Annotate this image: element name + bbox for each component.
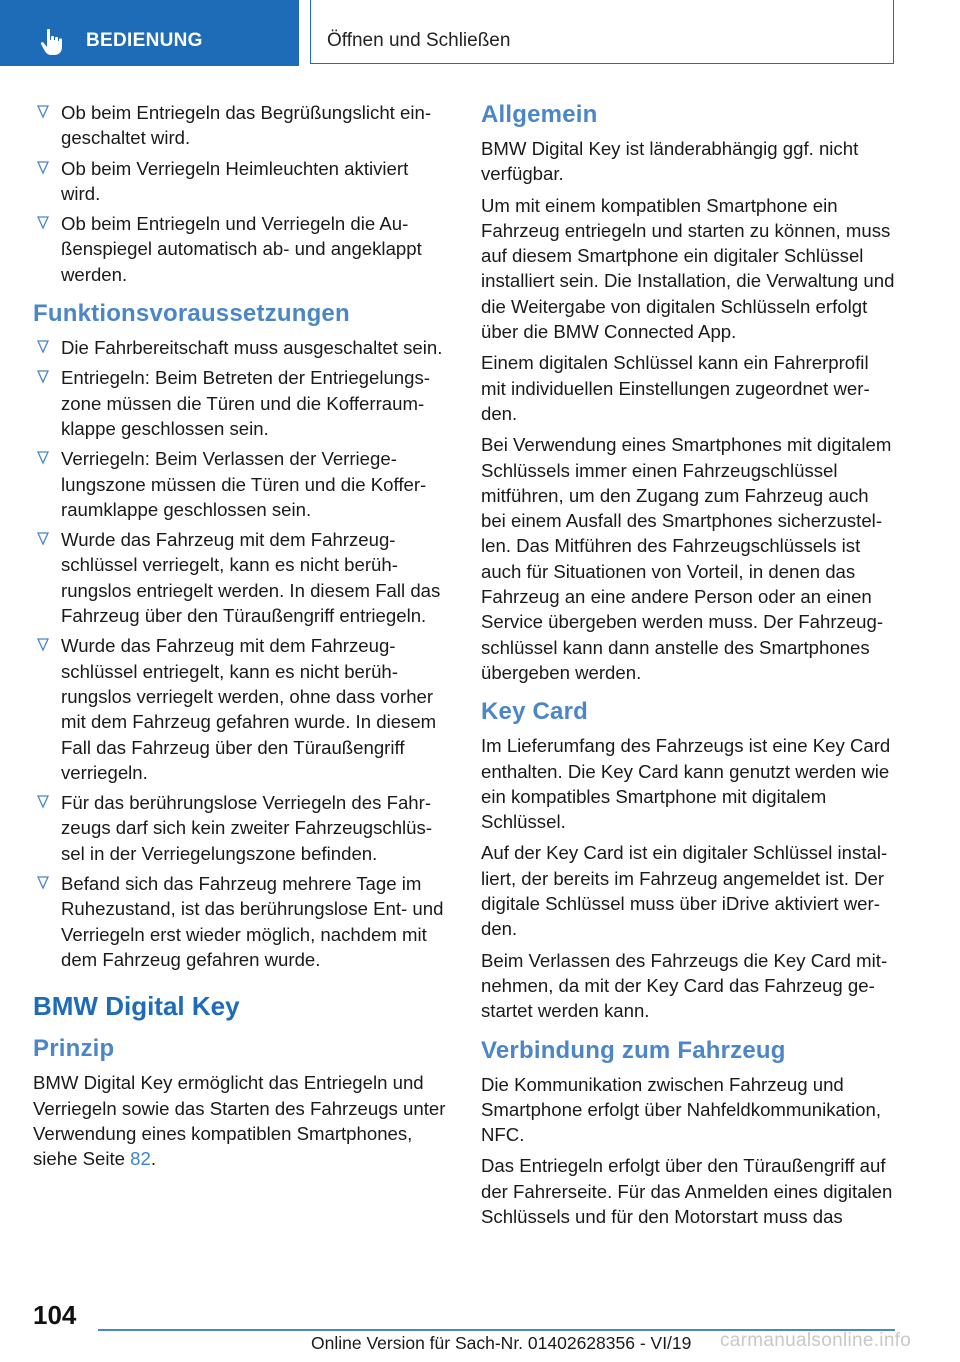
prinzip-paragraph: [33, 1070, 448, 1171]
list-item: [33, 871, 448, 972]
section-label: BEDIENUNG: [86, 30, 203, 51]
list-item-text: Befand sich das Fahrzeug mehrere Tage im Ruhezustand, ist das berührungslose Ent- und Verriegeln erst wieder möglich, nachdem mit dem Fahrzeug gefahren wurde.: [61, 873, 444, 970]
page-number: 104: [33, 1300, 77, 1330]
paragraph: Um mit einem kompatiblen Smartphone ein Fahrzeug entriegeln und starten zu können, muss auf diesem Smartphone ein digitaler Schlüssel installiert sein. Die Installation, die Verwaltung und die Weitergabe von digitalen Schlüsseln erfolgt über die BMW Connected App.: [481, 194, 895, 343]
prinzip-end: .: [150, 1148, 157, 1170]
triangle-bullet-icon: [37, 216, 49, 230]
option-list: [33, 100, 448, 287]
list-item-text: Verriegeln: Beim Verlassen der Verriegelungszone müssen die Türen und die Kofferraumklappe geschlossen sein.: [61, 448, 427, 520]
heading-funktionsvoraussetzungen: Funktionsvoraussetzungen: [33, 300, 350, 328]
requirements-list: [33, 335, 448, 972]
keycard-section: [481, 733, 897, 1023]
triangle-bullet-icon: [37, 532, 49, 546]
list-item-text: Wurde das Fahrzeug mit dem Fahrzeugschlüssel verriegelt, kann es nicht berührungslos entriegelt werden. In diesem Fall das Fahrzeug über den Türaußengriff entriegeln.: [61, 529, 441, 627]
list-item-text: Für das berührungslose Verriegeln des Fahrzeugs darf sich kein zweiter Fahrzeugschlüssel in der Verriegelungszone befinden.: [61, 792, 433, 864]
paragraph: Bei Verwendung eines Smartphones mit digitalem Schlüssels immer einen Fahrzeugschlüssel mitführen, um den Zugang zum Fahrzeug auch bei einem Ausfall des Smartphones sicherzustellen. Das Mitführen des Fahrzeugschlüssels ist auch für Situationen von Vorteil, in denen das Fahrzeug an eine andere Person oder an einen Service übergeben werden muss. Der Fahrzeugschlüssel kann dann anstelle des Smartphones übergeben werden.: [481, 434, 892, 683]
triangle-bullet-icon: [37, 370, 49, 384]
page-link[interactable]: 82: [130, 1148, 151, 1170]
chapter-title-box: [310, 0, 894, 64]
list-item: [33, 633, 448, 785]
allgemein-section: [481, 136, 897, 685]
right-column: [481, 100, 897, 1235]
triangle-bullet-icon: [37, 161, 49, 175]
paragraph: BMW Digital Key ist länderabhängig ggf. nicht verfügbar.: [481, 138, 859, 185]
heading-digital-key: BMW Digital Key: [33, 991, 240, 1022]
list-item: [33, 446, 448, 522]
list-item: [33, 365, 448, 441]
list-item: [33, 156, 448, 207]
chapter-title: Öffnen und Schließen: [327, 30, 511, 51]
list-item-text: Ob beim Entriegeln das Begrüßungslicht eingeschaltet wird.: [61, 102, 432, 149]
list-item-text: Wurde das Fahrzeug mit dem Fahrzeugschlüssel entriegelt, kann es nicht berührungslos verriegelt werden, ohne dass vorher mit dem Fahrzeug gefahren wurde. In diesem Fall das Fahrzeug über den Türaußengriff verriegeln.: [61, 635, 437, 783]
list-item-text: Entriegeln: Beim Betreten der Entriegelungszone müssen die Türen und die Kofferraumklappe geschlossen sein.: [61, 367, 430, 439]
triangle-bullet-icon: [37, 876, 49, 890]
list-item-text: Ob beim Verriegeln Heimleuchten aktiviert wird.: [61, 157, 409, 204]
section-tab: [0, 0, 299, 66]
paragraph: Einem digitalen Schlüssel kann ein Fahrerprofil mit individuellen Einstellungen zugeordnet werden.: [481, 352, 870, 424]
heading-key-card: Key Card: [481, 698, 588, 726]
triangle-bullet-icon: [37, 451, 49, 465]
list-item-text: Ob beim Entriegeln und Verriegeln die Außenspiegel automatisch ab- und angeklappt werden.: [61, 213, 422, 285]
heading-allgemein: Allgemein: [481, 101, 598, 128]
list-item-text: Die Fahrbereitschaft muss ausgeschaltet sein.: [61, 337, 443, 359]
triangle-bullet-icon: [37, 340, 49, 354]
heading-prinzip: Prinzip: [33, 1035, 115, 1063]
heading-verbindung: Verbindung zum Fahrzeug: [481, 1036, 786, 1064]
paragraph: Im Lieferumfang des Fahrzeugs ist eine Key Card enthalten. Die Key Card kann genutzt werden wie ein kompatibles Smartphone mit digitalem Schlüssel.: [481, 735, 891, 833]
hand-pointer-icon: [38, 27, 68, 57]
triangle-bullet-icon: [37, 795, 49, 809]
list-item: [33, 335, 448, 360]
list-item: [33, 211, 448, 287]
prinzip-text: BMW Digital Key ermöglicht das Entriegeln und Verriegeln sowie das Starten des Fahrzeugs unter Verwendung eines kompatiblen Smartphones, siehe Seite: [33, 1072, 446, 1170]
list-item: [33, 790, 448, 866]
watermark: carmanualsonline.info: [720, 1330, 912, 1351]
verbindung-section: [481, 1072, 897, 1230]
paragraph: Beim Verlassen des Fahrzeugs die Key Card mitnehmen, da mit der Key Card das Fahrzeug gestartet werden kann.: [481, 949, 888, 1022]
list-item: [33, 527, 448, 628]
paragraph: Auf der Key Card ist ein digitaler Schlüssel installiert, der bereits im Fahrzeug angemeldet ist. Der digitale Schlüssel muss über iDrive aktiviert werden.: [481, 842, 888, 940]
online-version-note: Online Version für Sach-Nr. 01402628356 - VI/19: [311, 1333, 692, 1353]
triangle-bullet-icon: [37, 105, 49, 119]
list-item: [33, 100, 448, 151]
paragraph: Die Kommunikation zwischen Fahrzeug und Smartphone erfolgt über Nahfeldkommunikation, NFC.: [481, 1073, 881, 1146]
paragraph: Das Entriegeln erfolgt über den Türaußengriff auf der Fahrerseite. Für das Anmelden eines digitalen Schlüssels und für den Motorstart muss das: [481, 1155, 893, 1227]
left-column: [33, 100, 448, 1177]
triangle-bullet-icon: [37, 638, 49, 652]
